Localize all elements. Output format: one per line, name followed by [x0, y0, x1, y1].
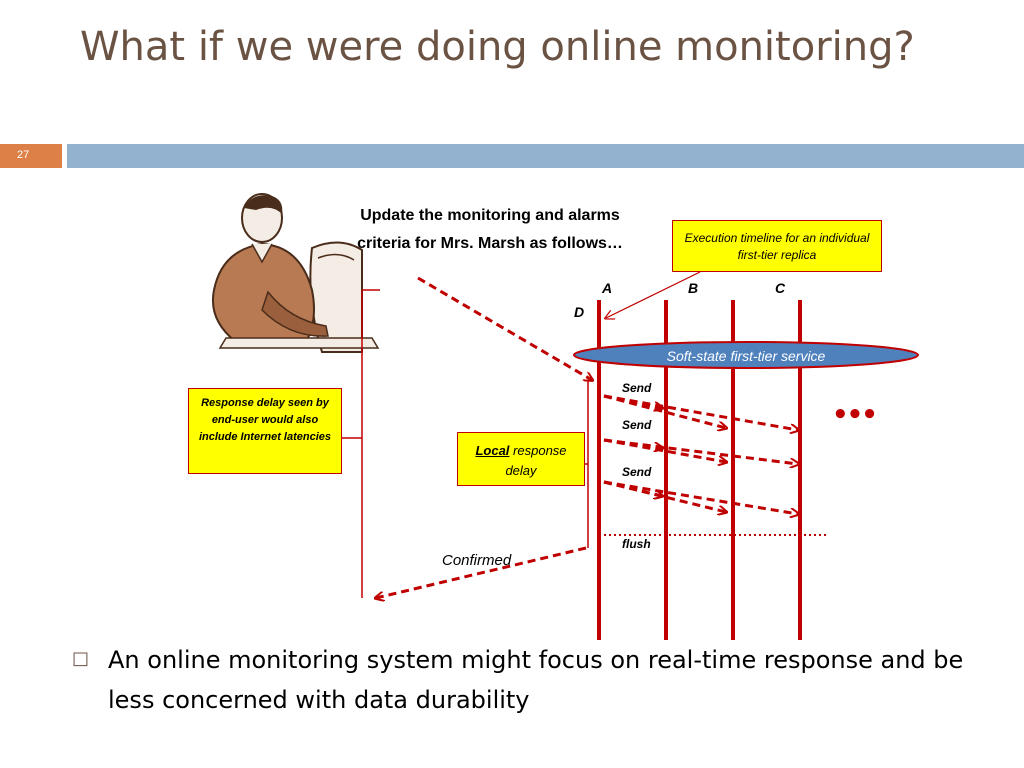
slide-number: 27 [17, 149, 30, 161]
bullet-text: An online monitoring system might focus on real-time response and be less concerned with data durability [108, 646, 964, 714]
confirmed-label: Confirmed [442, 552, 512, 569]
send-label-3: Send [622, 465, 652, 479]
local-response-delay-note [457, 432, 585, 486]
ellipsis-icon: ••• [832, 400, 876, 430]
response-delay-note: Response delay seen by end-user would also include Internet latencies [188, 388, 342, 474]
replica-label-c: C [775, 280, 786, 296]
send-label-1: Send [622, 381, 652, 395]
bullet-marker-icon: □ [72, 648, 90, 669]
service-label: Soft-state first-tier service [666, 348, 826, 364]
update-notice: Update the monitoring and alarms criteria for Mrs. Marsh as follows… [357, 207, 623, 252]
replica-label-d: D [574, 304, 585, 320]
flush-label: flush [622, 537, 651, 551]
exec-timeline-note: Execution timeline for an individual first-tier replica [672, 220, 882, 272]
send-label-2: Send [622, 418, 652, 432]
local-rest-label: response delay [505, 443, 567, 478]
slide-title: What if we were doing online monitoring? [80, 24, 915, 70]
local-label: Local [475, 443, 510, 458]
replica-label-a: A [602, 280, 613, 296]
replica-label-b: B [688, 280, 699, 296]
